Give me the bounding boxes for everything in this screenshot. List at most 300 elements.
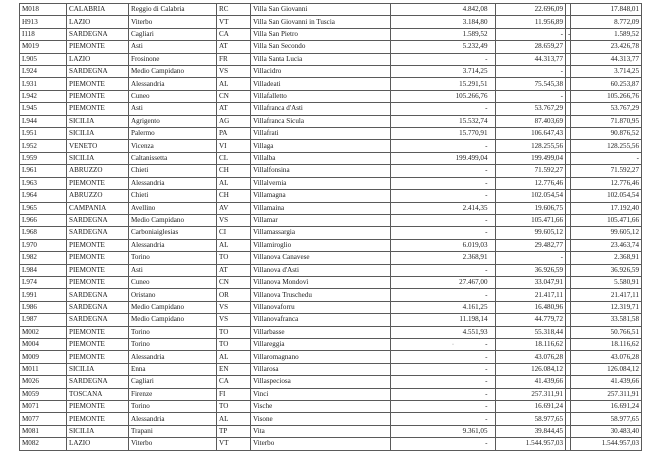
abbr-cell: TP <box>217 425 251 437</box>
region-cell: PIEMONTE <box>67 41 129 53</box>
region-cell: SARDEGNA <box>67 66 129 78</box>
amount-c-cell: 17.848,01 <box>571 4 642 16</box>
amount-b-cell: 21.417,11 <box>496 289 566 301</box>
abbr-cell: CI <box>217 227 251 239</box>
amount-a-cell: - <box>391 190 490 202</box>
amount-b-cell: 43.076,28 <box>496 351 566 363</box>
abbr-cell: TO <box>217 326 251 338</box>
amount-c-cell: 8.772,09 <box>571 16 642 28</box>
amount-b-cell: 44.779,72 <box>496 314 566 326</box>
amount-b-cell: 22.696,09 <box>496 4 566 16</box>
table-row <box>20 165 642 177</box>
amount-b-cell: 33.047,91 <box>496 276 566 288</box>
amount-b-cell: 105.471,66 <box>496 214 566 226</box>
municipality-cell: Villa San Pietro <box>251 28 391 40</box>
amount-b-cell: 257.311,91 <box>496 388 566 400</box>
municipality-cell: Villanovafranca <box>251 314 391 326</box>
table-row <box>20 252 642 264</box>
code-cell: M026 <box>20 376 67 388</box>
amount-c-cell: 2.368,91 <box>571 252 642 264</box>
province-cell: Alessandria <box>129 413 217 425</box>
abbr-cell: AL <box>217 177 251 189</box>
province-cell: Palermo <box>129 128 217 140</box>
municipality-cell: Villalvernia <box>251 177 391 189</box>
province-cell: Firenze <box>129 388 217 400</box>
region-cell: PIEMONTE <box>67 413 129 425</box>
table-row <box>20 314 642 326</box>
province-cell: Alessandria <box>129 239 217 251</box>
region-cell: SICILIA <box>67 128 129 140</box>
municipality-cell: Villa San Giovanni <box>251 4 391 16</box>
amount-b-cell: 75.545,38 <box>496 78 566 90</box>
code-cell: L961 <box>20 165 67 177</box>
amount-a-cell: 5.232,49 <box>391 41 490 53</box>
table-row <box>20 388 642 400</box>
abbr-cell: CN <box>217 90 251 102</box>
abbr-cell: CN <box>217 276 251 288</box>
table-row <box>20 351 642 363</box>
amount-c-cell: 23.463,74 <box>571 239 642 251</box>
table-row <box>20 16 642 28</box>
abbr-cell: AL <box>217 239 251 251</box>
municipality-cell: Villa Santa Lucia <box>251 53 391 65</box>
region-cell: VENETO <box>67 140 129 152</box>
municipality-cell: Villafrati <box>251 128 391 140</box>
municipality-cell: Villarbasse <box>251 326 391 338</box>
amount-b-cell: 29.482,77 <box>496 239 566 251</box>
amount-c-cell: 128.255,56 <box>571 140 642 152</box>
table-row <box>20 202 642 214</box>
code-cell: L991 <box>20 289 67 301</box>
amount-c-cell: 1.544.957,03 <box>571 438 642 450</box>
region-cell: PIEMONTE <box>67 90 129 102</box>
region-cell: PIEMONTE <box>67 351 129 363</box>
province-cell: Torino <box>129 252 217 264</box>
municipality-cell: Villafranca Sicula <box>251 115 391 127</box>
amount-b-cell: - <box>496 28 566 40</box>
code-cell: L986 <box>20 301 67 313</box>
province-cell: Alessandria <box>129 177 217 189</box>
code-cell: L965 <box>20 202 67 214</box>
marker-cell: - <box>566 28 571 40</box>
table-row <box>20 4 642 16</box>
municipality-cell: Villanova Mondovì <box>251 276 391 288</box>
table-row <box>20 128 642 140</box>
amount-c-cell: 60.253,87 <box>571 78 642 90</box>
region-cell: LAZIO <box>67 438 129 450</box>
amount-a-cell: - <box>391 177 490 189</box>
table-row <box>20 78 642 90</box>
code-cell: M082 <box>20 438 67 450</box>
region-cell: LAZIO <box>67 16 129 28</box>
amount-a-cell: 199.499,04 <box>391 152 490 164</box>
amount-c-cell: 43.076,28 <box>571 351 642 363</box>
code-cell: L963 <box>20 177 67 189</box>
province-cell: Carboniaiglesias <box>129 227 217 239</box>
table-row <box>20 66 642 78</box>
amount-c-cell: 33.581,58 <box>571 314 642 326</box>
scan-mark: · <box>452 342 454 348</box>
amount-a-cell: 15.770,91 <box>391 128 490 140</box>
province-cell: Chieti <box>129 190 217 202</box>
municipality-cell: Villa San Secondo <box>251 41 391 53</box>
abbr-cell: FI <box>217 388 251 400</box>
abbr-cell: VS <box>217 66 251 78</box>
amount-a-cell: - <box>391 363 490 375</box>
abbr-cell: CH <box>217 165 251 177</box>
amount-b-cell: 128.255,56 <box>496 140 566 152</box>
region-cell: PIEMONTE <box>67 103 129 115</box>
region-cell: LAZIO <box>67 53 129 65</box>
region-cell: SARDEGNA <box>67 314 129 326</box>
amount-a-cell: 27.467,00 <box>391 276 490 288</box>
amount-c-cell: 1.589,52 <box>571 28 642 40</box>
abbr-cell: VS <box>217 214 251 226</box>
municipality-table <box>19 3 642 451</box>
table-row <box>20 438 642 450</box>
amount-c-cell: 16.691,24 <box>571 401 642 413</box>
abbr-cell: CA <box>217 376 251 388</box>
amount-b-cell: 44.313,77 <box>496 53 566 65</box>
amount-b-cell: 41.439,66 <box>496 376 566 388</box>
province-cell: Frosinone <box>129 53 217 65</box>
code-cell: L984 <box>20 264 67 276</box>
code-cell: L924 <box>20 66 67 78</box>
code-cell: M004 <box>20 338 67 350</box>
municipality-cell: Villanovaforru <box>251 301 391 313</box>
province-cell: Caltanissetta <box>129 152 217 164</box>
abbr-cell: AL <box>217 413 251 425</box>
code-cell: L970 <box>20 239 67 251</box>
amount-b-cell: 106.647,43 <box>496 128 566 140</box>
abbr-cell: PA <box>217 128 251 140</box>
region-cell: TOSCANA <box>67 388 129 400</box>
amount-c-cell: 41.439,66 <box>571 376 642 388</box>
municipality-cell: Viterbo <box>251 438 391 450</box>
table-row <box>20 401 642 413</box>
province-cell: Chieti <box>129 165 217 177</box>
table-row <box>20 103 642 115</box>
amount-a-cell: - <box>391 214 490 226</box>
abbr-cell: VT <box>217 438 251 450</box>
amount-c-cell: 44.313,77 <box>571 53 642 65</box>
province-cell: Cuneo <box>129 276 217 288</box>
amount-c-cell: 17.192,40 <box>571 202 642 214</box>
amount-b-cell: 126.084,12 <box>496 363 566 375</box>
municipality-cell: Vische <box>251 401 391 413</box>
municipality-cell: Villanova d'Asti <box>251 264 391 276</box>
code-cell: M077 <box>20 413 67 425</box>
abbr-cell: CH <box>217 190 251 202</box>
code-cell: M071 <box>20 401 67 413</box>
amount-c-cell: 53.767,29 <box>571 103 642 115</box>
region-cell: CALABRIA <box>67 4 129 16</box>
municipality-cell: Villanova Truschedu <box>251 289 391 301</box>
amount-b-cell: 18.116,62 <box>496 338 566 350</box>
abbr-cell: AV <box>217 202 251 214</box>
province-cell: Viterbo <box>129 438 217 450</box>
municipality-cell: Villalba <box>251 152 391 164</box>
municipality-cell: Villamiroglio <box>251 239 391 251</box>
province-cell: Cagliari <box>129 28 217 40</box>
code-cell: M002 <box>20 326 67 338</box>
municipality-cell: Villafalletto <box>251 90 391 102</box>
amount-b-cell: 99.605,12 <box>496 227 566 239</box>
amount-a-cell: - <box>391 388 490 400</box>
region-cell: PIEMONTE <box>67 264 129 276</box>
abbr-cell: AL <box>217 78 251 90</box>
municipality-cell: Villamassargia <box>251 227 391 239</box>
amount-a-cell: 15.532,74 <box>391 115 490 127</box>
amount-a-cell: - <box>391 401 490 413</box>
table-row <box>20 326 642 338</box>
code-cell: L905 <box>20 53 67 65</box>
abbr-cell: FR <box>217 53 251 65</box>
abbr-cell: AT <box>217 264 251 276</box>
table-row <box>20 289 642 301</box>
amount-a-cell: 3.714,25 <box>391 66 490 78</box>
amount-b-cell: 55.318,44 <box>496 326 566 338</box>
amount-c-cell: 3.714,25 <box>571 66 642 78</box>
amount-c-cell: 102.054,54 <box>571 190 642 202</box>
abbr-cell: AT <box>217 103 251 115</box>
table-row <box>20 376 642 388</box>
municipality-cell: Villacidro <box>251 66 391 78</box>
table-row <box>20 90 642 102</box>
abbr-cell: CA <box>217 28 251 40</box>
abbr-cell: AL <box>217 351 251 363</box>
code-cell: L968 <box>20 227 67 239</box>
scan-mark: · <box>296 249 298 255</box>
table-row <box>20 301 642 313</box>
abbr-cell: VS <box>217 314 251 326</box>
region-cell: SARDEGNA <box>67 227 129 239</box>
province-cell: Asti <box>129 41 217 53</box>
amount-c-cell: 257.311,91 <box>571 388 642 400</box>
table-row <box>20 177 642 189</box>
code-cell: L982 <box>20 252 67 264</box>
amount-a-cell: - <box>391 264 490 276</box>
amount-b-cell: 39.844,45 <box>496 425 566 437</box>
code-cell: L966 <box>20 214 67 226</box>
amount-b-cell: 19.606,75 <box>496 202 566 214</box>
region-cell: SARDEGNA <box>67 214 129 226</box>
municipality-cell: Villafranca d'Asti <box>251 103 391 115</box>
amount-c-cell: 71.870,95 <box>571 115 642 127</box>
region-cell: PIEMONTE <box>67 338 129 350</box>
table-row <box>20 53 642 65</box>
municipality-cell: Villaspeciosa <box>251 376 391 388</box>
amount-a-cell: - <box>391 351 490 363</box>
abbr-cell: RC <box>217 4 251 16</box>
region-cell: SICILIA <box>67 363 129 375</box>
code-cell: M081 <box>20 425 67 437</box>
amount-c-cell: 12.776,46 <box>571 177 642 189</box>
amount-a-cell: - <box>391 289 490 301</box>
abbr-cell: CL <box>217 152 251 164</box>
amount-b-cell: - <box>496 252 566 264</box>
code-cell: L931 <box>20 78 67 90</box>
amount-a-cell: 4.161,25 <box>391 301 490 313</box>
table-row <box>20 338 642 350</box>
abbr-cell: EN <box>217 363 251 375</box>
code-cell: I118 <box>20 28 67 40</box>
amount-b-cell: 16.691,24 <box>496 401 566 413</box>
region-cell: PIEMONTE <box>67 252 129 264</box>
code-cell: L964 <box>20 190 67 202</box>
table-row <box>20 227 642 239</box>
municipality-cell: Villaga <box>251 140 391 152</box>
province-cell: Medio Campidano <box>129 66 217 78</box>
abbr-cell: VS <box>217 301 251 313</box>
table-row <box>20 28 642 40</box>
region-cell: SICILIA <box>67 115 129 127</box>
abbr-cell: TO <box>217 338 251 350</box>
amount-a-cell: - <box>391 103 490 115</box>
amount-c-cell: 71.592,27 <box>571 165 642 177</box>
table-row <box>20 140 642 152</box>
municipality-cell: Vita <box>251 425 391 437</box>
amount-b-cell: - <box>496 90 566 102</box>
municipality-cell: Villarosa <box>251 363 391 375</box>
province-cell: Vicenza <box>129 140 217 152</box>
amount-b-cell: 28.659,27 <box>496 41 566 53</box>
amount-c-cell: 90.876,52 <box>571 128 642 140</box>
code-cell: M059 <box>20 388 67 400</box>
amount-a-cell: 4.551,93 <box>391 326 490 338</box>
amount-b-cell: 71.592,27 <box>496 165 566 177</box>
code-cell: M019 <box>20 41 67 53</box>
amount-a-cell: 11.198,14 <box>391 314 490 326</box>
amount-a-cell: 15.291,51 <box>391 78 490 90</box>
amount-a-cell: 4.842,08 <box>391 4 490 16</box>
municipality-cell: Villamar <box>251 214 391 226</box>
code-cell: L974 <box>20 276 67 288</box>
region-cell: SARDEGNA <box>67 376 129 388</box>
region-cell: PIEMONTE <box>67 401 129 413</box>
amount-a-cell: - <box>391 227 490 239</box>
code-cell: L942 <box>20 90 67 102</box>
table-row <box>20 41 642 53</box>
code-cell: L987 <box>20 314 67 326</box>
province-cell: Torino <box>129 338 217 350</box>
amount-a-cell: - <box>391 376 490 388</box>
amount-b-cell: - <box>496 66 566 78</box>
table-row <box>20 214 642 226</box>
province-cell: Viterbo <box>129 16 217 28</box>
amount-a-cell: - <box>391 413 490 425</box>
amount-a-cell: 2.414,35 <box>391 202 490 214</box>
abbr-cell: AG <box>217 115 251 127</box>
municipality-cell: Villadeati <box>251 78 391 90</box>
region-cell: SICILIA <box>67 152 129 164</box>
table-row <box>20 363 642 375</box>
municipality-cell: Vinci <box>251 388 391 400</box>
region-cell: SARDEGNA <box>67 289 129 301</box>
province-cell: Cagliari <box>129 376 217 388</box>
region-cell: ABRUZZO <box>67 190 129 202</box>
amount-a-cell: 6.019,03 <box>391 239 490 251</box>
table-row <box>20 190 642 202</box>
amount-c-cell: 126.084,12 <box>571 363 642 375</box>
province-cell: Oristano <box>129 289 217 301</box>
code-cell: H913 <box>20 16 67 28</box>
province-cell: Alessandria <box>129 351 217 363</box>
amount-a-cell: 3.184,80 <box>391 16 490 28</box>
province-cell: Agrigento <box>129 115 217 127</box>
region-cell: PIEMONTE <box>67 239 129 251</box>
amount-b-cell: 58.977,65 <box>496 413 566 425</box>
amount-a-cell: - <box>391 53 490 65</box>
code-cell: L952 <box>20 140 67 152</box>
amount-a-cell: - <box>391 438 490 450</box>
region-cell: PIEMONTE <box>67 326 129 338</box>
abbr-cell: TO <box>217 252 251 264</box>
region-cell: SARDEGNA <box>67 28 129 40</box>
amount-c-cell: 99.605,12 <box>571 227 642 239</box>
municipality-cell: Villanova Canavese <box>251 252 391 264</box>
municipality-cell: Villaromagnano <box>251 351 391 363</box>
amount-c-cell: 105.266,76 <box>571 90 642 102</box>
code-cell: L959 <box>20 152 67 164</box>
province-cell: Medio Campidano <box>129 301 217 313</box>
table-row <box>20 413 642 425</box>
code-cell: M009 <box>20 351 67 363</box>
municipality-cell: Visone <box>251 413 391 425</box>
province-cell: Torino <box>129 326 217 338</box>
amount-c-cell: 36.926,59 <box>571 264 642 276</box>
amount-b-cell: 36.926,59 <box>496 264 566 276</box>
code-cell: M011 <box>20 363 67 375</box>
province-cell: Alessandria <box>129 78 217 90</box>
province-cell: Asti <box>129 103 217 115</box>
amount-a-cell: 9.361,05 <box>391 425 490 437</box>
amount-a-cell: - <box>391 165 490 177</box>
abbr-cell: OR <box>217 289 251 301</box>
amount-c-cell: 12.319,71 <box>571 301 642 313</box>
amount-a-cell: 1.589,52 <box>391 28 490 40</box>
amount-b-cell: 87.403,69 <box>496 115 566 127</box>
amount-c-cell: 58.977,65 <box>571 413 642 425</box>
region-cell: PIEMONTE <box>67 177 129 189</box>
amount-a-cell: 105.266,76 <box>391 90 490 102</box>
province-cell: Enna <box>129 363 217 375</box>
amount-c-cell: 21.417,11 <box>571 289 642 301</box>
abbr-cell: AT <box>217 41 251 53</box>
province-cell: Torino <box>129 401 217 413</box>
abbr-cell: TO <box>217 401 251 413</box>
region-cell: CAMPANIA <box>67 202 129 214</box>
amount-c-cell: - <box>571 152 642 164</box>
province-cell: Trapani <box>129 425 217 437</box>
province-cell: Cuneo <box>129 90 217 102</box>
abbr-cell: VI <box>217 140 251 152</box>
table-row <box>20 239 642 251</box>
code-cell: L944 <box>20 115 67 127</box>
code-cell: M018 <box>20 4 67 16</box>
region-cell: SARDEGNA <box>67 301 129 313</box>
province-cell: Medio Campidano <box>129 214 217 226</box>
amount-c-cell: 5.580,91 <box>571 276 642 288</box>
amount-b-cell: 102.054,54 <box>496 190 566 202</box>
table-row <box>20 264 642 276</box>
province-cell: Avellino <box>129 202 217 214</box>
code-cell: L945 <box>20 103 67 115</box>
amount-a-cell: 2.368,91 <box>391 252 490 264</box>
municipality-cell: Villalfonsina <box>251 165 391 177</box>
amount-c-cell: 105.471,66 <box>571 214 642 226</box>
region-cell: PIEMONTE <box>67 276 129 288</box>
